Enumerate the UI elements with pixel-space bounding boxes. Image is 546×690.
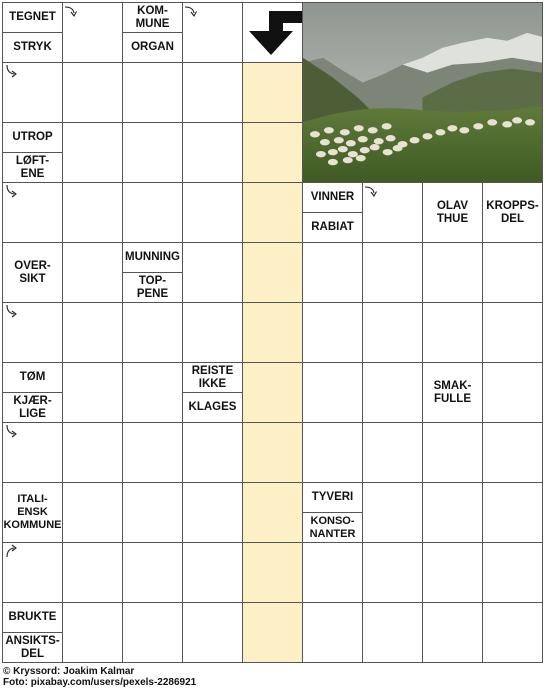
answer-cell[interactable] bbox=[182, 302, 243, 363]
answer-cell[interactable] bbox=[182, 242, 243, 303]
answer-cell[interactable] bbox=[362, 182, 423, 243]
answer-cell[interactable] bbox=[122, 62, 183, 123]
answer-cell[interactable] bbox=[422, 242, 483, 303]
answer-cell[interactable] bbox=[62, 182, 123, 243]
answer-cell[interactable] bbox=[482, 362, 543, 423]
answer-cell[interactable] bbox=[62, 2, 123, 63]
clue-box: KJÆR- LIGE bbox=[2, 392, 63, 423]
answer-cell[interactable] bbox=[2, 422, 63, 483]
answer-cell[interactable] bbox=[62, 422, 123, 483]
solution-cell[interactable] bbox=[242, 482, 303, 543]
clue-box: OVER- SIKT bbox=[2, 242, 63, 303]
answer-cell[interactable] bbox=[62, 122, 123, 183]
crossword-credit: © Kryssord: Joakim Kalmar bbox=[3, 666, 135, 677]
clue-box: ITALI- ENSK KOMMUNE bbox=[2, 482, 63, 543]
answer-cell[interactable] bbox=[62, 242, 123, 303]
answer-cell[interactable] bbox=[422, 302, 483, 363]
answer-cell[interactable] bbox=[362, 542, 423, 603]
solution-cell[interactable] bbox=[242, 422, 303, 483]
answer-cell[interactable] bbox=[122, 302, 183, 363]
answer-cell[interactable] bbox=[482, 542, 543, 603]
clue-box: UTROP bbox=[2, 122, 63, 153]
clue-box: LØFT- ENE bbox=[2, 152, 63, 183]
clue-box: KOM- MUNE bbox=[122, 2, 183, 33]
solution-cell[interactable] bbox=[242, 62, 303, 123]
clue-box: RABIAT bbox=[302, 212, 363, 243]
answer-cell[interactable] bbox=[62, 302, 123, 363]
clue-box: KROPPS- DEL bbox=[482, 182, 543, 243]
answer-cell[interactable] bbox=[182, 2, 243, 63]
answer-cell[interactable] bbox=[122, 362, 183, 423]
clue-box: ORGAN bbox=[122, 32, 183, 63]
answer-cell[interactable] bbox=[482, 602, 543, 663]
answer-cell[interactable] bbox=[362, 482, 423, 543]
solution-cell[interactable] bbox=[242, 362, 303, 423]
clue-box: STRYK bbox=[2, 32, 63, 63]
answer-cell[interactable] bbox=[302, 362, 363, 423]
answer-cell[interactable] bbox=[182, 602, 243, 663]
clue-box: REISTE IKKE bbox=[182, 362, 243, 393]
answer-cell[interactable] bbox=[62, 62, 123, 123]
answer-cell[interactable] bbox=[122, 182, 183, 243]
answer-cell[interactable] bbox=[182, 182, 243, 243]
solution-cell[interactable] bbox=[242, 122, 303, 183]
answer-cell[interactable] bbox=[422, 542, 483, 603]
answer-cell[interactable] bbox=[302, 302, 363, 363]
answer-cell[interactable] bbox=[182, 122, 243, 183]
answer-cell[interactable] bbox=[122, 422, 183, 483]
answer-cell[interactable] bbox=[362, 302, 423, 363]
answer-cell[interactable] bbox=[182, 422, 243, 483]
answer-cell[interactable] bbox=[302, 542, 363, 603]
answer-cell[interactable] bbox=[62, 542, 123, 603]
solution-cell[interactable] bbox=[242, 302, 303, 363]
answer-cell[interactable] bbox=[422, 482, 483, 543]
answer-cell[interactable] bbox=[122, 122, 183, 183]
answer-cell[interactable] bbox=[62, 602, 123, 663]
clue-box: KLAGES bbox=[182, 392, 243, 423]
clue-box: TEGNET bbox=[2, 2, 63, 33]
answer-cell[interactable] bbox=[122, 542, 183, 603]
answer-cell[interactable] bbox=[2, 182, 63, 243]
clue-box: BRUKTE bbox=[2, 602, 63, 633]
clue-box: TØM bbox=[2, 362, 63, 393]
answer-cell[interactable] bbox=[362, 422, 423, 483]
answer-cell[interactable] bbox=[302, 422, 363, 483]
answer-cell[interactable] bbox=[2, 62, 63, 123]
answer-cell[interactable] bbox=[362, 602, 423, 663]
answer-cell[interactable] bbox=[362, 362, 423, 423]
crossword-grid bbox=[2, 2, 544, 663]
clue-box: VINNER bbox=[302, 182, 363, 213]
answer-cell[interactable] bbox=[482, 422, 543, 483]
answer-cell[interactable] bbox=[482, 242, 543, 303]
answer-cell[interactable] bbox=[2, 302, 63, 363]
answer-cell[interactable] bbox=[182, 62, 243, 123]
answer-cell[interactable] bbox=[62, 362, 123, 423]
solution-arrow-icon bbox=[242, 2, 303, 63]
clue-box: ANSIKTS- DEL bbox=[2, 632, 63, 663]
answer-cell[interactable] bbox=[422, 602, 483, 663]
solution-cell[interactable] bbox=[242, 542, 303, 603]
answer-cell[interactable] bbox=[62, 482, 123, 543]
clue-box: OLAV THUE bbox=[422, 182, 483, 243]
mountain-photo bbox=[302, 2, 543, 183]
answer-cell[interactable] bbox=[482, 482, 543, 543]
clue-box: MUNNING bbox=[122, 242, 183, 273]
clue-box: SMAK- FULLE bbox=[422, 362, 483, 423]
answer-cell[interactable] bbox=[122, 482, 183, 543]
solution-cell[interactable] bbox=[242, 182, 303, 243]
answer-cell[interactable] bbox=[362, 242, 423, 303]
photo-credit: Foto: pixabay.com/users/pexels-2286921 bbox=[3, 677, 197, 688]
clue-box: TOP- PENE bbox=[122, 272, 183, 303]
answer-cell[interactable] bbox=[122, 602, 183, 663]
answer-cell[interactable] bbox=[302, 242, 363, 303]
answer-cell[interactable] bbox=[302, 602, 363, 663]
answer-cell[interactable] bbox=[422, 422, 483, 483]
clue-box: TYVERI bbox=[302, 482, 363, 513]
answer-cell[interactable] bbox=[2, 542, 63, 603]
solution-cell[interactable] bbox=[242, 602, 303, 663]
answer-cell[interactable] bbox=[182, 542, 243, 603]
clue-box: KONSO- NANTER bbox=[302, 512, 363, 543]
answer-cell[interactable] bbox=[482, 302, 543, 363]
solution-cell[interactable] bbox=[242, 242, 303, 303]
answer-cell[interactable] bbox=[182, 482, 243, 543]
